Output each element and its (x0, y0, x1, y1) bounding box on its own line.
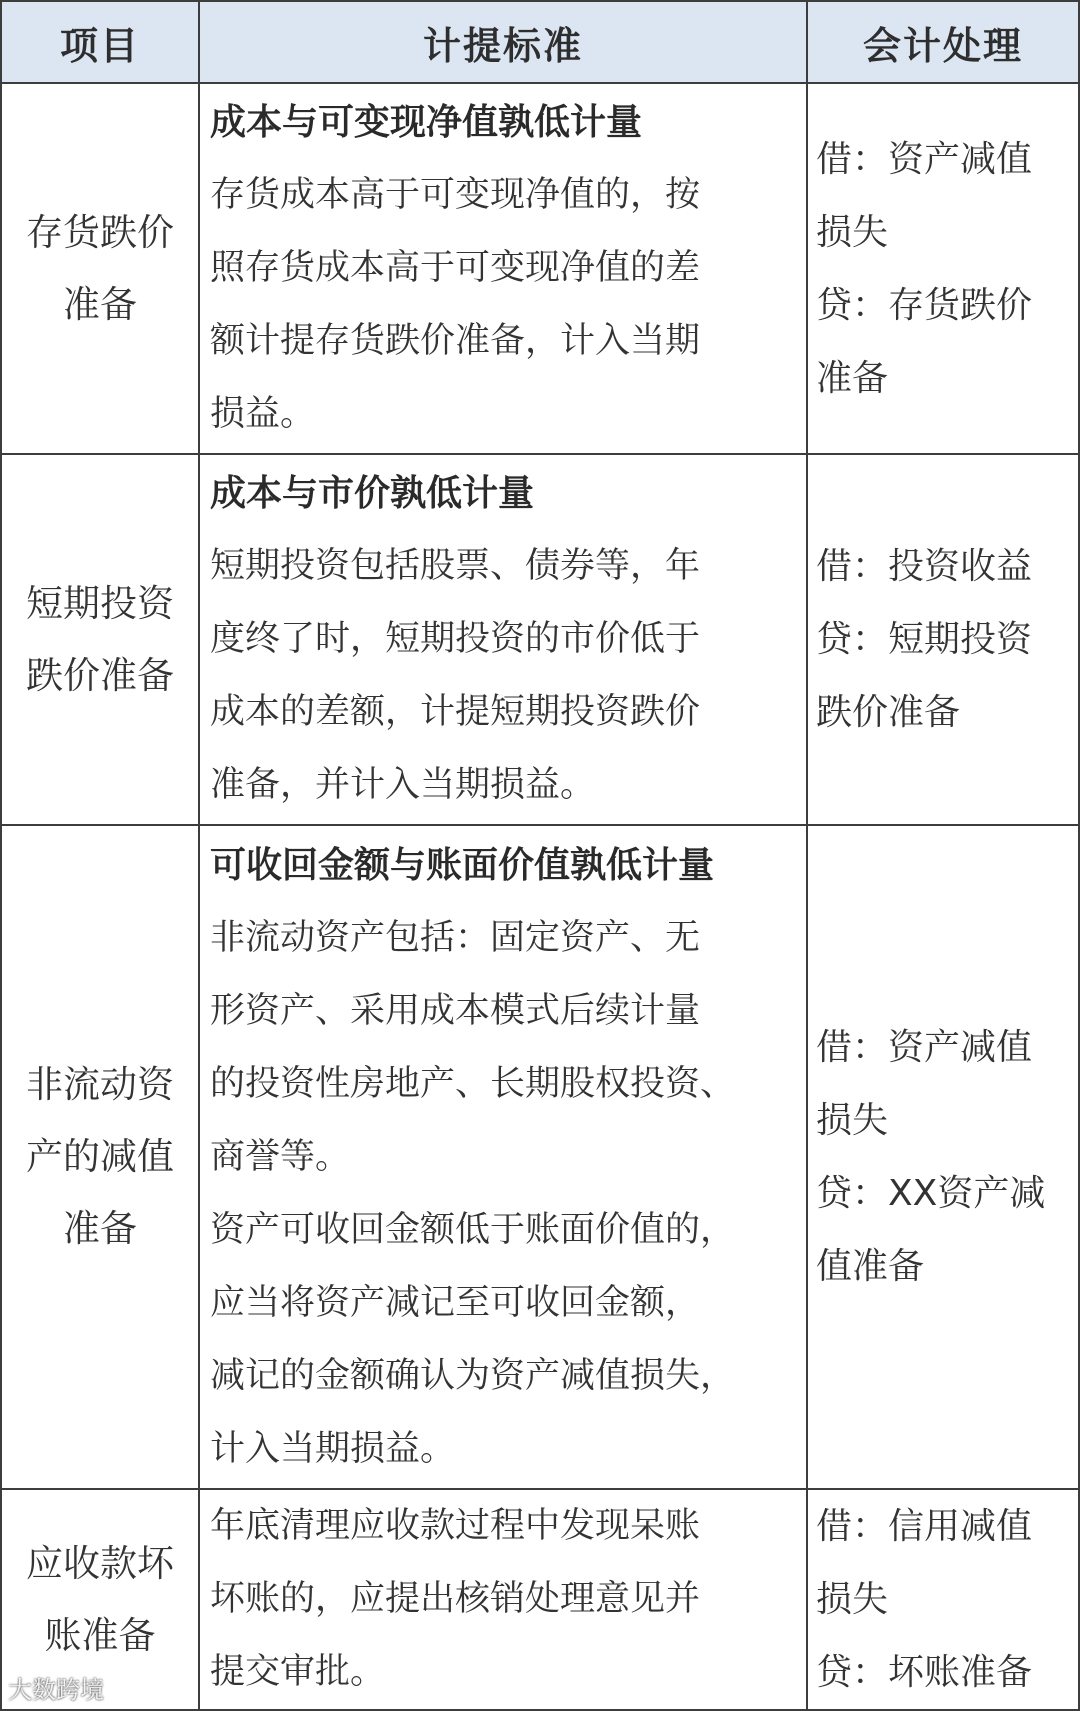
standard-line: 额计提存货跌价准备，计入当期 (210, 321, 701, 361)
accounting-line: 贷：XX资产减 (816, 1173, 1046, 1214)
item-line: 账准备 (44, 1613, 156, 1657)
accounting-cell (807, 1489, 1079, 1710)
accounting-line: 损失 (816, 211, 889, 253)
accounting-line: 跌价准备 (816, 692, 961, 733)
item-line: 存货跌价 (26, 210, 174, 254)
standard-line: 形资产、采用成本模式后续计量 (210, 990, 701, 1031)
accounting-line: 借：投资收益 (816, 546, 1033, 587)
item-line: 准备 (63, 282, 137, 326)
item-line: 准备 (63, 1207, 137, 1250)
accounting-cell (807, 83, 1079, 454)
table-row (1, 1489, 1079, 1710)
standard-line: 度终了时，短期投资的市价低于 (210, 619, 701, 659)
standard-line: 损益。 (210, 394, 316, 434)
standard-line: 准备，并计入当期损益。 (210, 765, 596, 805)
standard-cell (199, 83, 807, 454)
accounting-line: 借：资产减值 (816, 1027, 1033, 1068)
accounting-line: 贷：短期投资 (816, 619, 1033, 660)
item-line: 跌价准备 (26, 653, 174, 697)
header-row (1, 1, 1079, 83)
standard-line: 应当将资产减记至可收回金额， (210, 1282, 701, 1323)
standard-line: 减记的金额确认为资产减值损失， (210, 1355, 736, 1396)
standard-line: 提交审批。 (210, 1652, 386, 1692)
standard-line: 照存货成本高于可变现净值的差 (210, 248, 701, 288)
accounting-line: 准备 (816, 357, 889, 399)
item-line: 应收款坏 (26, 1541, 174, 1585)
standard-line: 商誉等。 (210, 1136, 351, 1177)
standard-title: 可收回金额与账面价值孰低计量 (210, 844, 715, 886)
item-cell (1, 454, 199, 825)
standard-cell (199, 825, 807, 1489)
standard-line: 非流动资产包括：固定资产、无 (210, 917, 701, 958)
standard-cell (199, 454, 807, 825)
header-accounting: 会计处理 (807, 1, 1079, 83)
standard-line: 成本的差额，计提短期投资跌价 (210, 692, 701, 732)
accounting-line: 贷：存货跌价 (816, 284, 1033, 326)
standard-line: 年底清理应收款过程中发现呆账 (210, 1506, 701, 1546)
watermark: 大数跨境 (8, 1676, 104, 1704)
accounting-cell (807, 454, 1079, 825)
standard-line: 资产可收回金额低于账面价值的， (210, 1209, 736, 1250)
item-cell (1, 825, 199, 1489)
item-line: 产的减值 (26, 1135, 174, 1178)
item-cell (1, 83, 199, 454)
accounting-line: 损失 (816, 1579, 889, 1620)
accounting-cell (807, 825, 1079, 1489)
standard-line: 短期投资包括股票、债券等，年 (210, 546, 701, 586)
table-row (1, 454, 1079, 825)
standard-title: 成本与可变现净值孰低计量 (210, 102, 643, 143)
standard-line: 的投资性房地产、长期股权投资、 (210, 1063, 736, 1104)
table-row (1, 825, 1079, 1489)
header-item: 项目 (1, 1, 199, 83)
accounting-line: 借：信用减值 (816, 1506, 1033, 1547)
standard-line: 计入当期损益。 (210, 1428, 456, 1469)
accounting-line: 损失 (816, 1100, 889, 1141)
accounting-line: 借：资产减值 (816, 138, 1033, 180)
item-line: 短期投资 (26, 581, 174, 625)
standard-line: 存货成本高于可变现净值的，按 (210, 175, 701, 215)
accounting-line: 贷：坏账准备 (816, 1652, 1033, 1693)
table-row (1, 83, 1079, 454)
header-standard: 计提标准 (199, 1, 807, 83)
standard-line: 坏账的，应提出核销处理意见并 (210, 1579, 701, 1619)
standard-title: 成本与市价孰低计量 (210, 473, 535, 514)
accounting-line: 值准备 (816, 1246, 925, 1287)
standard-cell (199, 1489, 807, 1710)
item-line: 非流动资 (26, 1063, 174, 1106)
